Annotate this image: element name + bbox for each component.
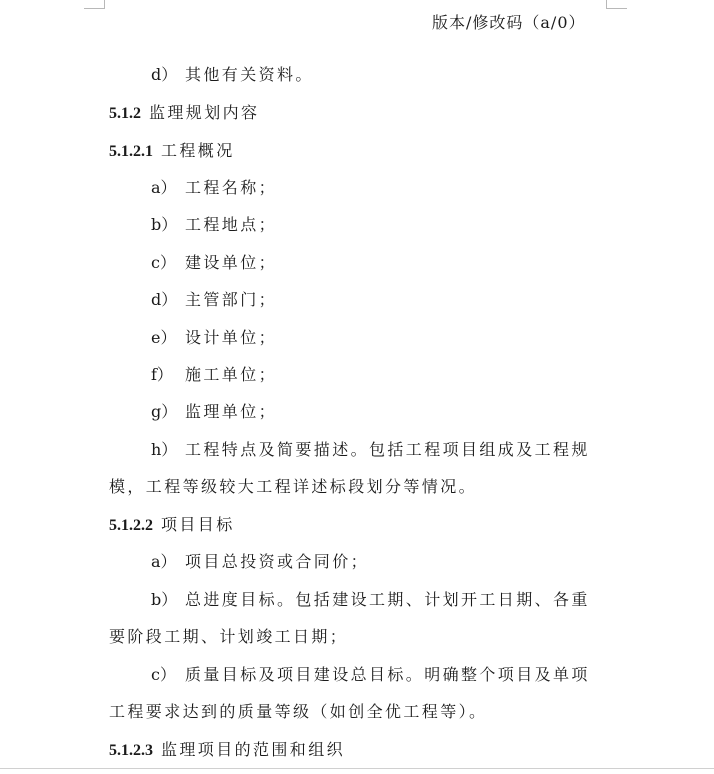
list-item-continuation: 要阶段工期、计划竣工日期； bbox=[109, 627, 349, 646]
list-item-continuation: 工程要求达到的质量等级（如创全优工程等）。 bbox=[109, 702, 488, 721]
list-text: 主管部门； bbox=[185, 290, 278, 309]
list-marker: c） bbox=[151, 665, 176, 684]
list-item-other-materials bbox=[151, 65, 314, 85]
list-text: 总进度目标。包括建设工期、计划开工日期、各重 bbox=[185, 590, 590, 609]
section-title: 项目目标 bbox=[161, 515, 235, 534]
list-text: 工程特点及简要描述。包括工程项目组成及工程规 bbox=[185, 440, 590, 459]
list-marker: a） bbox=[151, 552, 177, 571]
list-marker: f） bbox=[151, 365, 173, 384]
version-header: 版本/修改码（a/0） bbox=[432, 13, 586, 32]
list-marker: b） bbox=[151, 590, 178, 609]
section-heading-5-1-2 bbox=[109, 103, 259, 124]
list-text: 建设单位； bbox=[185, 253, 278, 272]
list-marker: h） bbox=[151, 440, 178, 459]
list-item-construction-unit bbox=[151, 253, 277, 273]
list-marker: c） bbox=[151, 253, 176, 272]
section-title: 监理规划内容 bbox=[149, 103, 260, 122]
list-item-project-name bbox=[151, 178, 277, 198]
list-item-continuation: 模，工程等级较大工程详述标段划分等情况。 bbox=[109, 477, 478, 496]
list-text: 工程名称； bbox=[185, 178, 278, 197]
list-marker: g） bbox=[151, 402, 178, 421]
list-item-construction-contractor bbox=[151, 365, 277, 385]
section-title: 工程概况 bbox=[161, 141, 235, 160]
list-text: 其他有关资料。 bbox=[185, 65, 314, 84]
list-text: 监理单位； bbox=[185, 402, 278, 421]
page-corner-mark-left bbox=[84, 0, 105, 9]
list-marker: d） bbox=[151, 65, 178, 84]
list-marker: e） bbox=[151, 328, 177, 347]
page-bottom-edge bbox=[0, 768, 714, 769]
list-item-supervision-unit bbox=[151, 402, 277, 422]
page-corner-mark-right bbox=[606, 0, 627, 9]
list-text: 项目总投资或合同价； bbox=[185, 552, 370, 571]
list-item-schedule-goal bbox=[151, 590, 590, 610]
section-heading-5-1-2-2 bbox=[109, 515, 235, 536]
list-marker: b） bbox=[151, 215, 178, 234]
list-text: 质量目标及项目建设总目标。明确整个项目及单项 bbox=[185, 665, 590, 684]
list-item-quality-goal bbox=[151, 665, 590, 685]
list-item-design-unit bbox=[151, 328, 277, 348]
section-heading-5-1-2-1 bbox=[109, 141, 235, 162]
section-number: 5.1.2 bbox=[109, 105, 141, 122]
list-item-total-investment bbox=[151, 552, 369, 572]
list-item-project-location bbox=[151, 215, 277, 235]
section-number: 5.1.2.2 bbox=[109, 517, 153, 534]
section-number: 5.1.2.3 bbox=[109, 742, 153, 759]
section-heading-5-1-2-3 bbox=[109, 740, 345, 761]
list-marker: a） bbox=[151, 178, 177, 197]
list-text: 施工单位； bbox=[185, 365, 278, 384]
list-text: 工程地点； bbox=[185, 215, 278, 234]
section-title: 监理项目的范围和组织 bbox=[161, 740, 346, 759]
section-number: 5.1.2.1 bbox=[109, 143, 153, 160]
list-item-project-features bbox=[151, 440, 590, 460]
list-marker: d） bbox=[151, 290, 178, 309]
list-item-competent-dept bbox=[151, 290, 277, 310]
list-text: 设计单位； bbox=[185, 328, 278, 347]
